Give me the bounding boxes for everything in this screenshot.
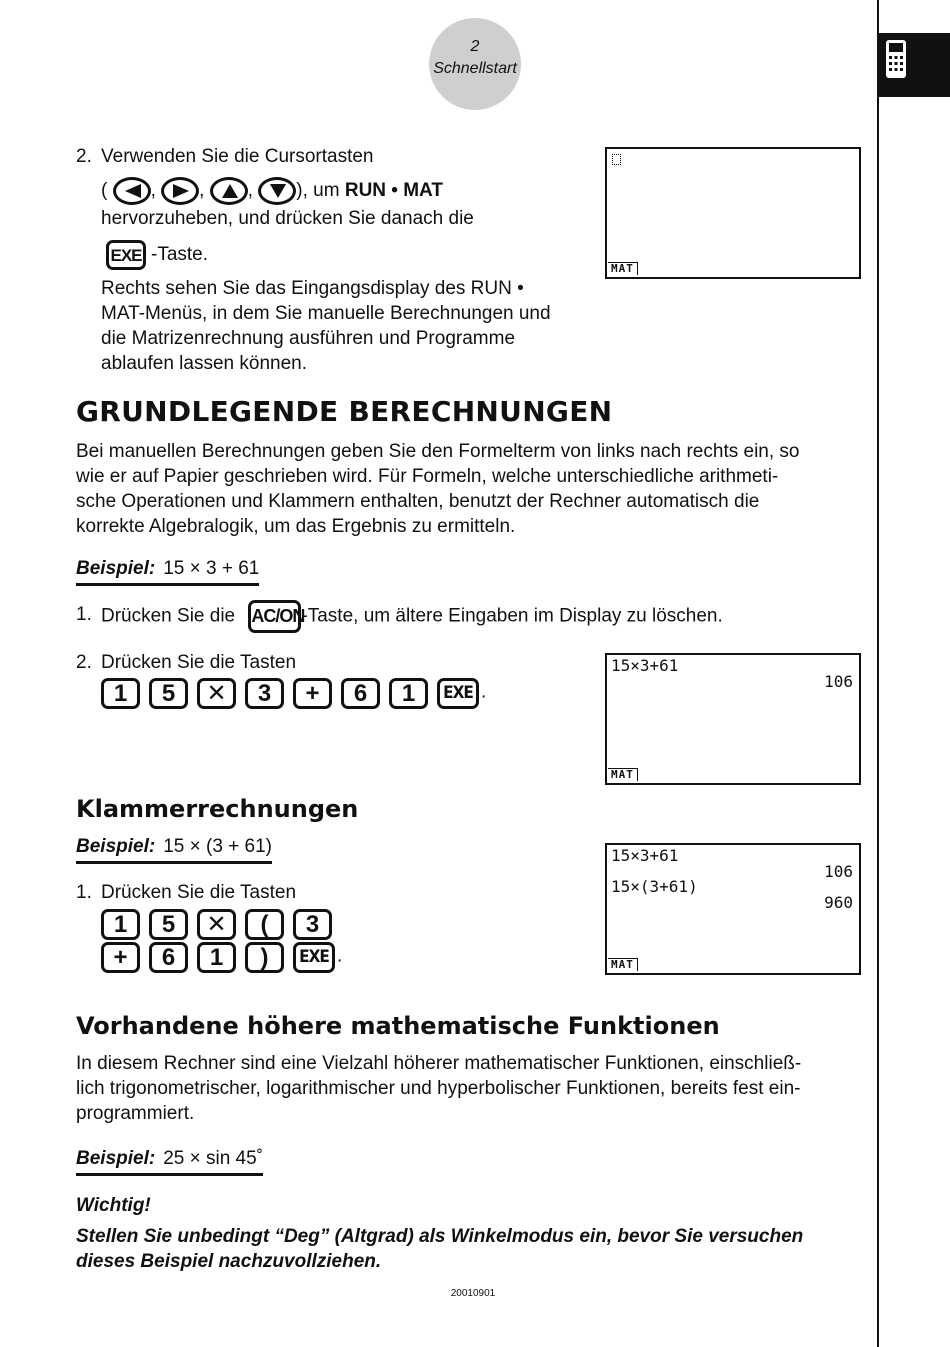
subsection-heading: Vorhandene höhere mathematische Funktionen [76, 1012, 720, 1040]
step-text: Drücken Sie die Tasten [101, 882, 297, 903]
run-mat-label: RUN • MAT [344, 180, 443, 202]
plus-key: + [293, 678, 332, 709]
step-text: Drücken Sie die Tasten [101, 652, 297, 673]
step-number: 1. [76, 882, 92, 903]
close-paren-key: ) [245, 942, 284, 973]
key-sequence-row-2: + 6 1 ) EXE . [101, 942, 342, 973]
exe-key: EXE [437, 678, 479, 709]
step-number: 2. [76, 146, 92, 167]
section-paragraph: In diesem Rechner sind eine Vielzahl höherer mathematischer Funktionen, einschließ- lich trigonometrischer, logarithmischer und hyperbolischer Funktionen, bereits fest ein- programmiert. [76, 1053, 802, 1124]
key-3: 3 [245, 678, 284, 709]
example-label: Beispiel: [76, 558, 156, 579]
display-expression: 15×3+61 [611, 656, 679, 675]
run-mat-description: Rechts sehen Sie das Eingangsdisplay des RUN • MAT-Menüs, in dem Sie manuelle Berechnungen und die Matrizenrechnung ausführen und Programme ablaufen lassen können. [101, 278, 551, 374]
example-label: Beispiel: [76, 836, 156, 857]
step-text: Drücken Sie die AC/ON-Taste, um ältere Eingaben im Display zu löschen. [101, 600, 723, 633]
example-line [76, 1148, 263, 1176]
down-arrow-key [258, 177, 296, 205]
important-title: Wichtig! [76, 1195, 151, 1216]
key-1: 1 [197, 942, 236, 973]
example-line [76, 836, 272, 864]
section-label: Schnellstart [433, 60, 517, 77]
cursor-icon [612, 154, 621, 165]
mat-label: MAT [608, 958, 638, 971]
mat-label: MAT [608, 768, 638, 781]
cursor-keys-line: ( , , , ), um RUN • MAT [101, 177, 443, 205]
display-result: 106 [824, 862, 853, 881]
calculator-display-result [605, 653, 861, 785]
display-result: 960 [824, 893, 853, 912]
key-6: 6 [149, 942, 188, 973]
key-1: 1 [389, 678, 428, 709]
step-number: 1. [76, 604, 92, 625]
important-text: Stellen Sie unbedingt “Deg” (Altgrad) als Winkelmodus ein, bevor Sie versuchen dieses Beispiel nachzuvollziehen. [76, 1226, 804, 1272]
example-expression: 15 × 3 + 61 [163, 558, 260, 579]
ac-on-key: AC/ON [248, 600, 301, 633]
key-3: 3 [293, 909, 332, 940]
key-5: 5 [149, 678, 188, 709]
key-6: 6 [341, 678, 380, 709]
section-paragraph: Bei manuellen Berechnungen geben Sie den Formelterm von links nach rechts ein, so wie er auf Papier geschrieben wird. Für Formeln, welche unterschiedliche arithmeti- sche Operationen und Klammern enthalten, benutzt der Rechner automatisch die korrekte Algebralogik, um das Ergebnis zu ermitteln. [76, 441, 800, 537]
display-expression: 15×(3+61) [611, 877, 698, 896]
page-number: 2 [470, 38, 480, 55]
key-sequence: 1 5 ✕ 3 + 6 1 EXE . [101, 678, 486, 709]
example-label: Beispiel: [76, 1148, 156, 1169]
subsection-heading: Klammerrechnungen [76, 795, 359, 823]
step-number: 2. [76, 652, 92, 673]
example-line [76, 558, 259, 586]
example-expression: 25 × sin 45˚ [163, 1148, 264, 1169]
key-1: 1 [101, 678, 140, 709]
calculator-icon [885, 39, 907, 79]
right-arrow-key [161, 177, 199, 205]
step-text: Verwenden Sie die Cursortasten [101, 146, 374, 167]
mat-label: MAT [608, 262, 638, 275]
left-arrow-key [113, 177, 151, 205]
key-1: 1 [101, 909, 140, 940]
display-expression: 15×3+61 [611, 846, 679, 865]
multiply-key: ✕ [197, 909, 236, 940]
exe-key: EXE [106, 240, 146, 270]
up-arrow-key [210, 177, 248, 205]
key-sequence-row-1 [101, 909, 341, 940]
open-paren-key: ( [245, 909, 284, 940]
example-expression: 15 × (3 + 61) [163, 836, 272, 857]
calculator-display-empty [605, 147, 861, 279]
calculator-display-results [605, 843, 861, 975]
key-5: 5 [149, 909, 188, 940]
exe-key: EXE [293, 942, 335, 973]
chapter-tab [879, 33, 950, 97]
step-text: hervorzuheben, und drücken Sie danach die [101, 208, 474, 229]
plus-key: + [101, 942, 140, 973]
right-margin-rule [877, 0, 879, 1347]
display-result: 106 [824, 672, 853, 691]
exe-key-line: EXE -Taste. [106, 240, 208, 270]
section-heading: GRUNDLEGENDE BERECHNUNGEN [76, 395, 613, 428]
multiply-key: ✕ [197, 678, 236, 709]
footer-code: 20010901 [450, 1288, 496, 1299]
